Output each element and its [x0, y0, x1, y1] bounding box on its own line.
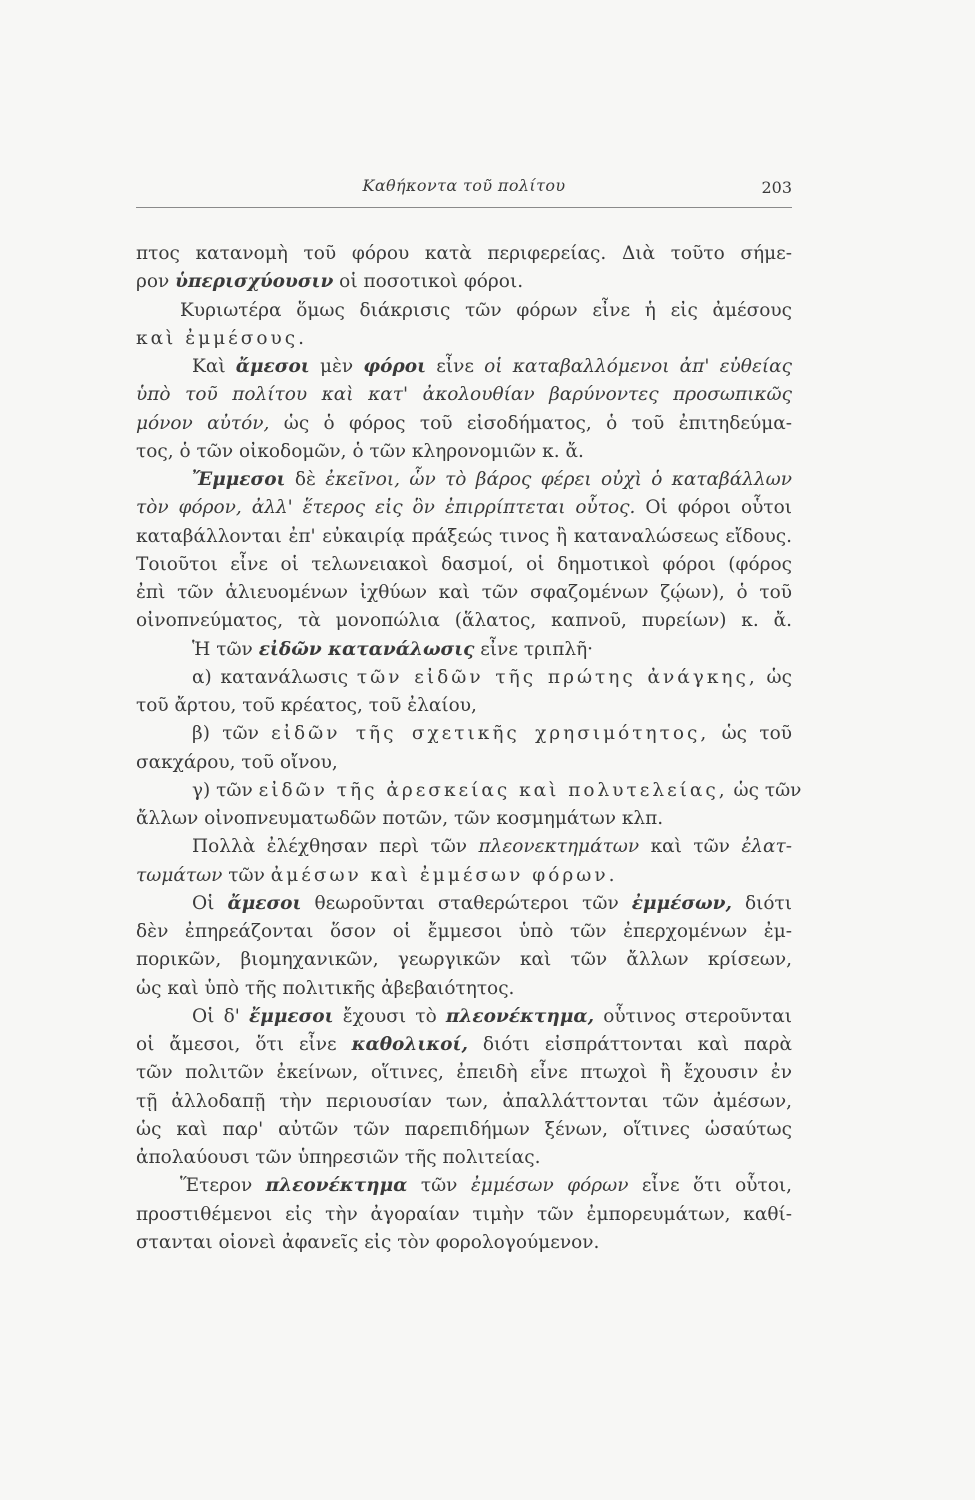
text-line	[136, 353, 792, 381]
text-segment: οἰνοπνεύματος, τὰ μονοπώλια (ἅλατος, καπνοῦ, πυρείων) κ. ἄ.	[136, 610, 792, 632]
text-segment: ἐμμέσων,	[631, 892, 732, 914]
text-segment: ὡς	[757, 666, 792, 688]
text-segment: πλεονέκτημα,	[445, 1005, 595, 1027]
text-line	[136, 1059, 792, 1087]
text-segment: στανται οἱονεὶ ἀφανεῖς εἰς τὸν φορολογούμενον.	[136, 1231, 600, 1253]
text-line	[136, 240, 792, 268]
text-segment: θεωροῦνται σταθερώτεροι τῶν	[301, 892, 632, 914]
text-line	[136, 1031, 792, 1059]
text-segment: ὡς τῶν	[727, 779, 802, 801]
running-title: Καθήκοντα τοῦ πολίτου	[362, 176, 566, 195]
text-segment: τῶν εἰδῶν τῆς πρώτης ἀνάγκης,	[356, 666, 758, 688]
text-segment: μὲν	[309, 356, 364, 377]
text-segment: ὡς ὁ φόρος τοῦ εἰσοδήματος, ὁ τοῦ ἐπιτηδεύμα-	[269, 412, 792, 434]
text-line	[136, 1172, 792, 1200]
text-line	[136, 466, 792, 494]
text-segment: ρον	[136, 271, 176, 293]
text-line	[136, 523, 792, 551]
text-segment: πλεονέκτημα	[265, 1175, 408, 1197]
text-line	[136, 777, 802, 805]
text-segment: τῶν πολιτῶν ἐκείνων, οἵτινες, ἐπειδὴ εἶνε πτωχοὶ ἢ ἔχουσιν ἐν	[136, 1062, 792, 1084]
text-segment: Τοιοῦτοι εἶνε οἱ τελωνειακοὶ δασμοί, οἱ δημοτικοὶ φόροι (φόρος	[136, 553, 792, 575]
text-line	[136, 579, 792, 607]
text-segment: δὲν ἐπηρεάζονται ὅσον οἱ ἔμμεσοι ὑπὸ τῶν ἐπερχομένων ἐμ-	[136, 921, 792, 942]
text-segment: δὲ	[285, 469, 326, 490]
text-line	[136, 1088, 792, 1116]
text-segment: ἄμεσοι	[235, 356, 310, 377]
text-segment: τὸν φόρον, ἀλλ' ἕτερος εἰς ὃν ἐπιρρίπτεται οὗτος.	[136, 497, 636, 519]
text-segment: οὗτινος στεροῦνται	[594, 1005, 792, 1027]
text-segment: σακχάρου, τοῦ οἴνου,	[136, 751, 338, 773]
text-segment: ἐμμέσων φόρων	[470, 1175, 629, 1197]
text-segment: φόροι	[363, 356, 427, 377]
text-segment: ἐπὶ τῶν ἁλιευομένων ἰχθύων καὶ τῶν σφαζομένων ζῴων), ὁ τοῦ	[136, 582, 792, 603]
text-line	[136, 607, 792, 635]
text-segment: εἰδῶν κατανάλωσις	[258, 638, 475, 660]
text-segment: ὑπερισχύουσιν	[175, 271, 334, 293]
text-line	[136, 862, 792, 890]
text-segment: τος, ὁ τῶν οἰκοδομῶν, ὁ τῶν κληρονομιῶν κ. ἄ.	[136, 440, 584, 462]
text-segment: τῇ ἀλλοδαπῇ τὴν περιουσίαν των, ἀπαλλάττονται τῶν ἀμέσων,	[136, 1090, 792, 1112]
text-line	[136, 268, 792, 296]
text-segment: οἱ ποσοτικοὶ φόροι.	[333, 271, 524, 293]
text-segment: Ἔμμεσοι	[192, 469, 286, 490]
text-segment: ἀπολαύουσι τῶν ὑπηρεσιῶν τῆς πολιτείας.	[136, 1147, 541, 1168]
text-segment: α) κατανάλωσις	[192, 666, 357, 688]
text-segment: ἐκεῖνοι, ὧν τὸ βάρος φέρει οὐχὶ ὁ καταβάλλων	[325, 469, 793, 490]
text-segment: ἔμμεσοι	[249, 1005, 334, 1027]
page-header	[136, 176, 792, 206]
text-segment: ἄμεσοι	[227, 892, 302, 914]
text-segment: τῶν	[407, 1175, 471, 1197]
text-segment: εἶνε ὅτι οὗτοι,	[628, 1175, 793, 1197]
text-line	[136, 636, 792, 664]
text-line	[136, 805, 792, 833]
text-segment: οἱ καταβαλλόμενοι ἀπ' εὐθείας	[484, 356, 792, 377]
text-segment: εἶνε τριπλῆ·	[474, 638, 594, 660]
body-text	[136, 240, 802, 1257]
text-segment: Οἱ φόροι οὗτοι	[635, 497, 792, 519]
text-segment: ἀμέσων καὶ ἐμμέσων φόρων.	[270, 864, 618, 886]
text-segment: καταβάλλονται ἐπ' εὐκαιρίᾳ πράξεώς τινος ἢ καταναλώσεως εἴδους.	[136, 525, 792, 547]
text-segment: γ) τῶν	[192, 779, 259, 801]
text-segment: πλεονεκτημάτων	[478, 836, 640, 858]
text-segment: εἰδῶν τῆς σχετικῆς χρησιμότητος,	[271, 723, 710, 745]
text-segment: καὶ ἐμμέσους.	[136, 327, 308, 349]
text-segment: οἱ ἄμεσοι, ὅτι εἶνε	[136, 1034, 352, 1055]
text-segment: ἐλατ-	[741, 836, 792, 858]
text-line	[136, 1229, 792, 1257]
text-segment: Κυριωτέρα ὅμως διάκρισις τῶν φόρων εἶνε ἡ εἰς ἀμέσους	[180, 299, 792, 321]
text-line	[136, 494, 792, 522]
text-segment: εἰδῶν τῆς ἀρεσκείας καὶ πολυτελείας,	[258, 779, 728, 801]
text-segment: Οἱ δ'	[192, 1005, 250, 1027]
text-line	[136, 325, 792, 353]
text-segment: προστιθέμενοι εἰς τὴν ἀγοραίαν τιμὴν τῶν ἐμπορευμάτων, καθί-	[136, 1203, 792, 1225]
text-segment: καὶ τῶν	[639, 836, 742, 858]
text-line	[136, 749, 792, 777]
text-segment: ὡς τοῦ	[709, 723, 792, 745]
text-segment: ἔχουσι τὸ	[333, 1005, 446, 1027]
text-segment: καθολικοί,	[351, 1034, 468, 1055]
text-segment: ἄλλων οἰνοπνευματωδῶν ποτῶν, τῶν κοσμημάτων κλπ.	[136, 808, 664, 829]
text-segment: πορικῶν, βιομηχανικῶν, γεωργικῶν καὶ τῶν ἄλλων κρίσεων,	[136, 949, 792, 971]
text-line	[136, 664, 792, 692]
text-line	[136, 833, 792, 861]
text-line	[136, 692, 792, 720]
text-line	[136, 946, 792, 974]
text-segment: τῶν	[222, 864, 271, 886]
text-segment: τωμάτων	[136, 864, 223, 886]
text-segment: Ἕτερον	[180, 1175, 266, 1197]
text-line	[136, 410, 792, 438]
text-segment: ὡς καὶ ὑπὸ τῆς πολιτικῆς ἀβεβαιότητος.	[136, 977, 515, 999]
text-segment: διότι εἰσπράττονται καὶ παρὰ	[467, 1034, 792, 1055]
page-number: 203	[761, 178, 792, 197]
text-line	[136, 918, 792, 946]
text-line	[136, 975, 792, 1003]
text-segment: Καὶ	[192, 356, 236, 377]
text-line	[136, 297, 792, 325]
text-segment: ὑπὸ τοῦ πολίτου καὶ κατ' ἀκολουθίαν βαρύνοντες προσωπικῶς	[136, 384, 792, 406]
text-line	[136, 1003, 792, 1031]
header-rule	[136, 207, 792, 208]
text-segment: πτος κατανομὴ τοῦ φόρου κατὰ περιφερείας. Διὰ τοῦτο σήμε-	[136, 243, 792, 264]
text-line	[136, 1116, 792, 1144]
text-line	[136, 1144, 792, 1172]
text-line	[136, 381, 792, 409]
text-line	[136, 720, 792, 748]
text-segment: μόνον αὐτόν,	[136, 412, 270, 434]
text-segment: Ἡ τῶν	[192, 638, 259, 660]
text-line	[136, 551, 792, 579]
text-line	[136, 890, 792, 918]
text-segment: Οἱ	[192, 892, 228, 914]
text-line	[136, 1201, 792, 1229]
text-segment: εἶνε	[426, 356, 485, 377]
text-segment: ὡς καὶ παρ' αὐτῶν τῶν παρεπιδήμων ξένων, οἵτινες ὡσαύτως	[136, 1118, 792, 1140]
text-line	[136, 438, 792, 466]
text-segment: β) τῶν	[192, 723, 272, 745]
text-segment: Πολλὰ ἐλέχθησαν περὶ τῶν	[192, 836, 479, 858]
text-segment: τοῦ ἄρτου, τοῦ κρέατος, τοῦ ἐλαίου,	[136, 695, 477, 716]
text-segment: διότι	[731, 892, 792, 914]
